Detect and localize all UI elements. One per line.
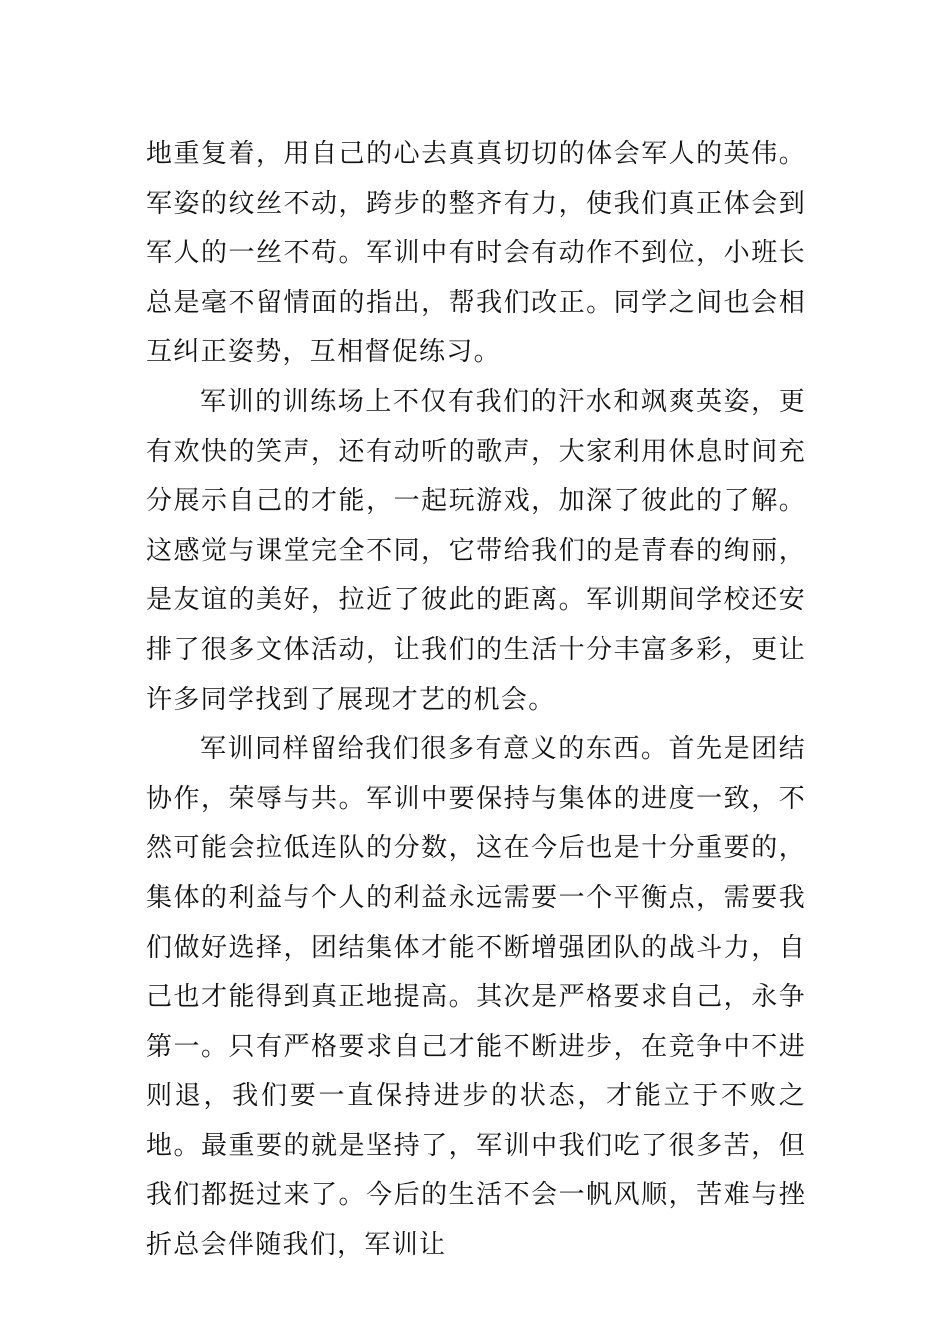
paragraph-2: 军训的训练场上不仅有我们的汗水和飒爽英姿，更有欢快的笑声，还有动听的歌声，大家利用休息时间充分展示自己的才能，一起玩游戏，加深了彼此的了解。这感觉与课堂完全不同，它带给我们的是青春的绚丽，是友谊的美好，拉近了彼此的距离。军训期间学校还安排了很多文体活动，让我们的生活十分丰富多彩，更让许多同学找到了展现才艺的机会。 [146, 386, 806, 715]
paragraph-3: 军训同样留给我们很多有意义的东西。首先是团结协作，荣辱与共。军训中要保持与集体的进度一致，不然可能会拉低连队的分数，这在今后也是十分重要的，集体的利益与个人的利益永远需要一个平衡点，需要我们做好选择，团结集体才能不断增强团队的战斗力，自己也才能得到真正地提高。其次是严格要求自己，永争第一。只有严格要求自己才能不断进步，在竞争中不进则退，我们要一直保持进步的状态，才能立于不败之地。最重要的就是坚持了，军训中我们吃了很多苦，但我们都挺过来了。今后的生活不会一帆风顺，苦难与挫折总会伴随我们，军训让 [146, 734, 806, 1261]
document-body [146, 130, 806, 1271]
paragraph-1: 地重复着，用自己的心去真真切切的体会军人的英伟。军姿的纹丝不动，跨步的整齐有力，使我们真正体会到军人的一丝不苟。军训中有时会有动作不到位，小班长总是毫不留情面的指出，帮我们改正。同学之间也会相互纠正姿势，互相督促练习。 [146, 139, 806, 368]
